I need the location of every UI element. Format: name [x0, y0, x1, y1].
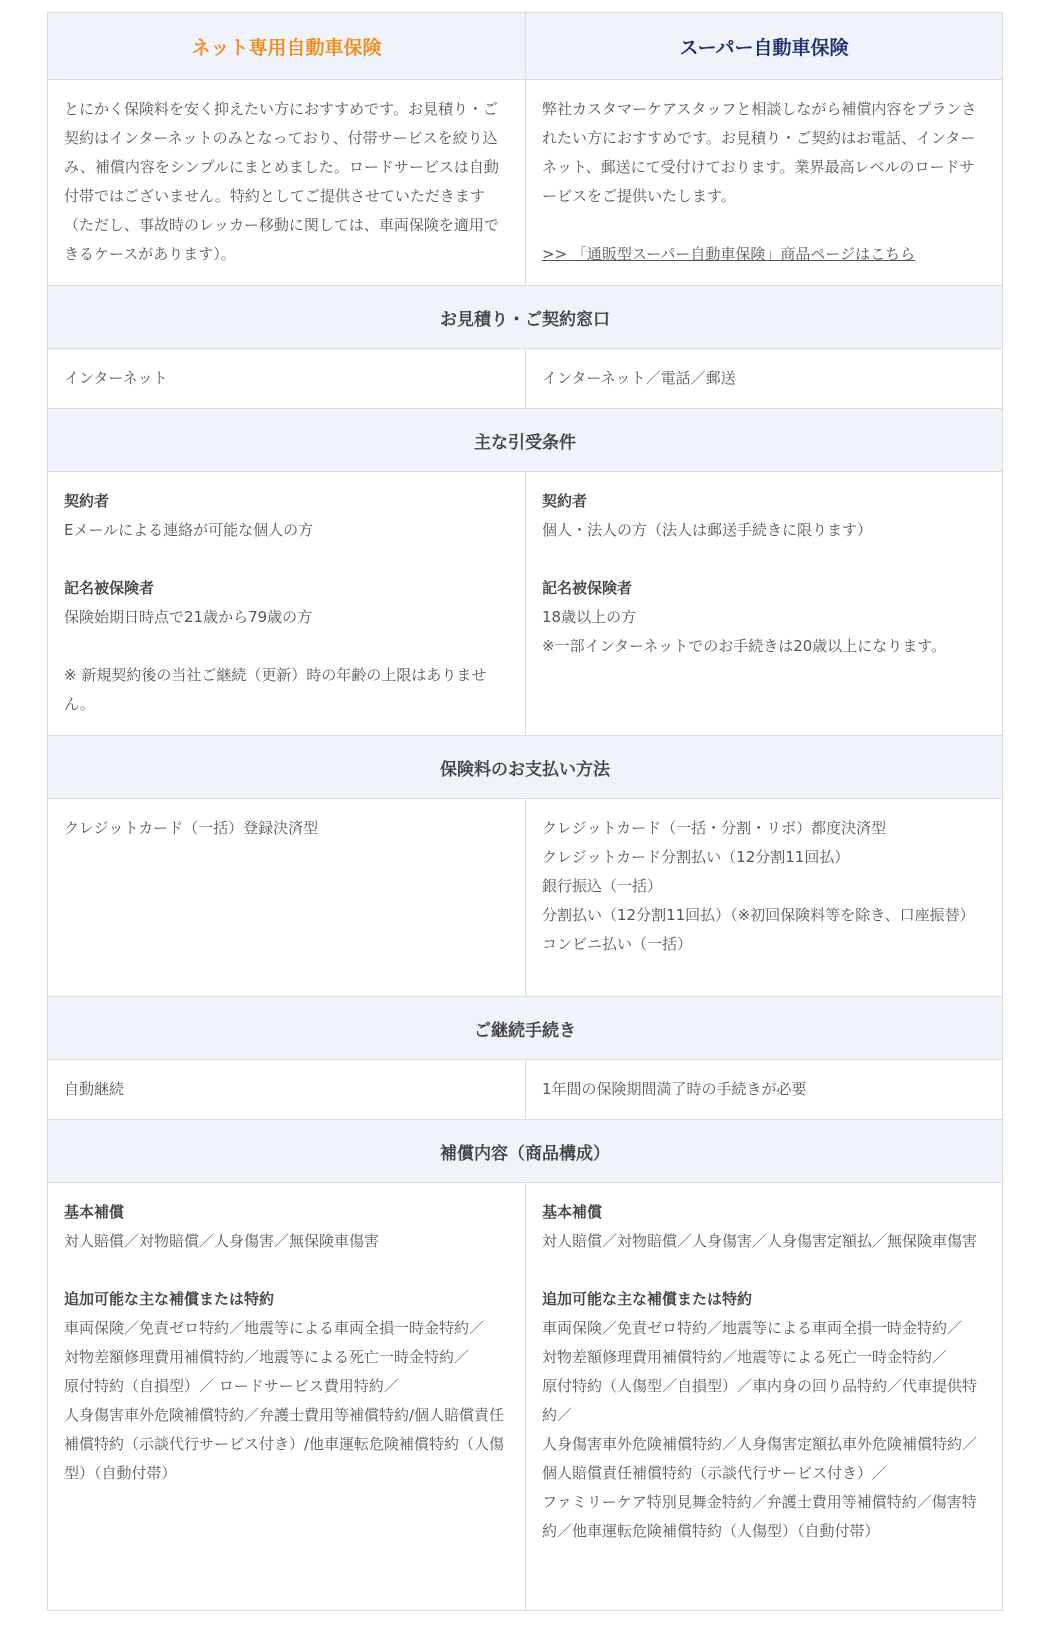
section-renewal-title: ご継続手続き [48, 997, 1003, 1060]
super-insured-value: 18歳以上の方 [542, 608, 637, 626]
net-extra-line: 車両保険／免責ゼロ特約／地震等による車両全損一時金特約／ [64, 1319, 485, 1337]
header-row [48, 13, 1003, 80]
net-insured-label: 記名被保険者 [64, 579, 155, 597]
section-terms-row [48, 409, 1003, 472]
super-insurance-title: スーパー自動車保険 [526, 13, 1003, 80]
net-contractor-value: Eメールによる連絡が可能な個人の方 [64, 521, 314, 539]
net-coverage-cell [48, 1183, 526, 1611]
net-payment-value: クレジットカード（一括）登録決済型 [48, 799, 526, 997]
comparison-table [47, 12, 1003, 1611]
super-intro-cell [526, 80, 1003, 286]
net-intro-cell [48, 80, 526, 286]
net-extra-line: 人身傷害車外危険補償特約／弁護士費用等補償特約/個人賠償責任補償特約（示談代行サービス付き）/他車運転危険補償特約（人傷型）（自動付帯） [64, 1406, 505, 1482]
super-contractor-value: 個人・法人の方（法人は郵送手続きに限ります） [542, 521, 873, 539]
super-extra-line: 対物差額修理費用補償特約／地震等による死亡一時金特約／ [542, 1348, 948, 1366]
section-window-title: お見積り・ご契約窓口 [48, 286, 1003, 349]
super-payment-cell [526, 799, 1003, 997]
net-extra-line: 原付特約（自損型）／ ロードサービス費用特約／ [64, 1377, 399, 1395]
net-extra-line: 対物差額修理費用補償特約／地震等による死亡一時金特約／ [64, 1348, 470, 1366]
section-payment-title: 保険料のお支払い方法 [48, 736, 1003, 799]
super-extra-line: 原付特約（人傷型／自損型）／車内身の回り品特約／代車提供特約／ [542, 1377, 978, 1424]
super-extra-line: 人身傷害車外危険補償特約／人身傷害定額払車外危険補償特約／個人賠償責任補償特約（示談代行サービス付き）／ [542, 1435, 978, 1482]
super-payment-item: 分割払い（12分割11回払）（※初回保険料等を除き、口座振替） [542, 906, 975, 924]
super-product-page-link[interactable]: >> 「通販型スーパー自動車保険」商品ページはこちら [542, 245, 916, 263]
net-insured-value: 保険始期日時点で21歳から79歳の方 [64, 608, 313, 626]
net-basic-label: 基本補償 [64, 1203, 125, 1221]
super-intro-text: 弊社カスタマーケアスタッフと相談しながら補償内容をプランされたい方におすすめです。お見積り・ご契約はお電話、インターネット、郵送にて受付けております。業界最高レベルのロードサービスをご提供いたします。 [542, 100, 977, 205]
window-row [48, 349, 1003, 409]
section-window-row [48, 286, 1003, 349]
section-coverage-row [48, 1120, 1003, 1183]
super-window-value: インターネット／電話／郵送 [526, 349, 1003, 409]
net-age-note: ※ 新規契約後の当社ご継続（更新）時の年齢の上限はありません。 [64, 666, 487, 713]
super-extra-label: 追加可能な主な補償または特約 [542, 1290, 753, 1308]
super-payment-item: クレジットカード分割払い（12分割11回払） [542, 848, 850, 866]
renewal-row [48, 1060, 1003, 1120]
section-renewal-row [48, 997, 1003, 1060]
payment-row [48, 799, 1003, 997]
net-terms-cell [48, 472, 526, 736]
coverage-row [48, 1183, 1003, 1611]
section-terms-title: 主な引受条件 [48, 409, 1003, 472]
super-insured-label: 記名被保険者 [542, 579, 633, 597]
super-payment-item: 銀行振込（一括） [542, 877, 663, 895]
super-contractor-label: 契約者 [542, 492, 588, 510]
net-window-value: インターネット [48, 349, 526, 409]
super-age-note: ※一部インターネットでのお手続きは20歳以上になります。 [542, 637, 947, 655]
section-payment-row [48, 736, 1003, 799]
net-contractor-label: 契約者 [64, 492, 110, 510]
terms-row [48, 472, 1003, 736]
section-coverage-title: 補償内容（商品構成） [48, 1120, 1003, 1183]
super-payment-item: コンビニ払い（一括） [542, 935, 693, 953]
super-coverage-cell [526, 1183, 1003, 1611]
super-renewal-value: 1年間の保険期間満了時の手続きが必要 [526, 1060, 1003, 1120]
net-intro-text: とにかく保険料を安く抑えたい方におすすめです。お見積り・ご契約はインターネットのみとなっており、付帯サービスを絞り込み、補償内容をシンプルにまとめました。ロードサービスは自動付帯ではございません。特約としてご提供させていただきます（ただし、事故時のレッカー移動に関しては、車両保険を適用できるケースがあります）。 [64, 100, 499, 263]
super-extra-line: ファミリーケア特別見舞金特約／弁護士費用等補償特約／傷害特約／他車運転危険補償特約（人傷型）（自動付帯） [542, 1493, 977, 1540]
super-payment-item: クレジットカード（一括・分割・リボ）都度決済型 [542, 819, 887, 837]
super-basic-value: 対人賠償／対物賠償／人身傷害／人身傷害定額払／無保険車傷害 [542, 1232, 978, 1250]
net-extra-label: 追加可能な主な補償または特約 [64, 1290, 275, 1308]
intro-row [48, 80, 1003, 286]
net-basic-value: 対人賠償／対物賠償／人身傷害／無保険車傷害 [64, 1232, 380, 1250]
super-terms-cell [526, 472, 1003, 736]
net-renewal-value: 自動継続 [48, 1060, 526, 1120]
net-insurance-title: ネット専用自動車保険 [48, 13, 526, 80]
super-extra-line: 車両保険／免責ゼロ特約／地震等による車両全損一時金特約／ [542, 1319, 963, 1337]
super-basic-label: 基本補償 [542, 1203, 603, 1221]
